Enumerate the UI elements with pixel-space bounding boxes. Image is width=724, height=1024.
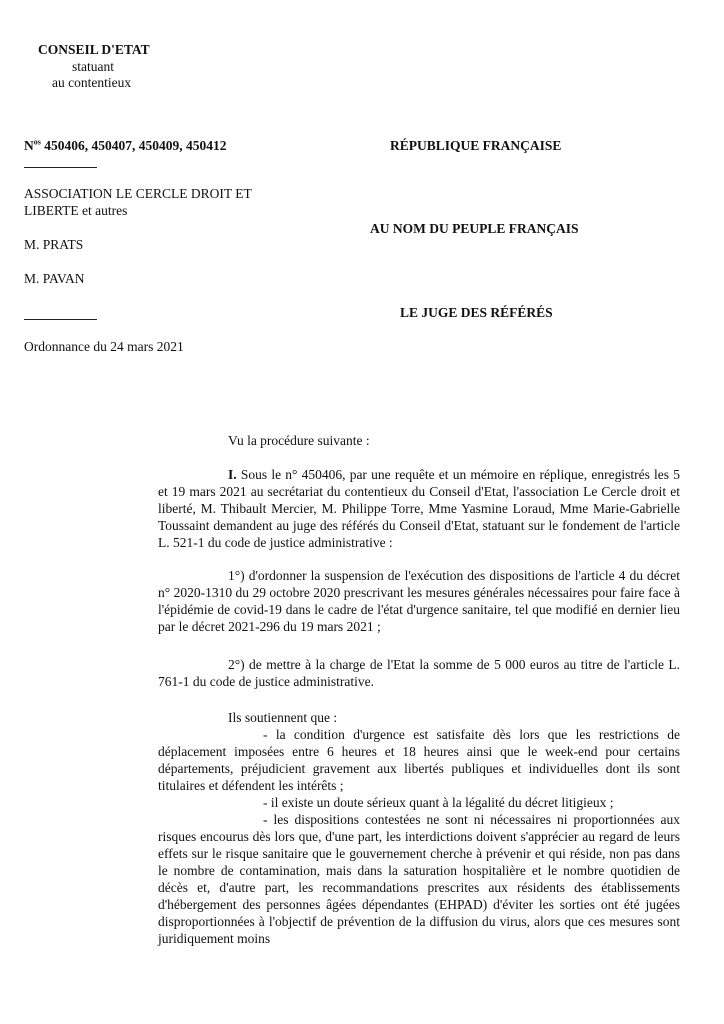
- party-line-1: ASSOCIATION LE CERCLE DROIT ET: [24, 186, 252, 201]
- paragraph-1-text: Sous le n° 450406, par une requête et un mémoire en réplique, enregistrés les 5 et 19 mars 2021 au secrétariat du contentieux du Conseil d'Etat, l'association Le Cercle droit et liberté, M. Thibault Mercier, M. Philippe Torre, Mme Yasmine Loraud, Mme Marie-Gabrielle Toussaint demandent au juge des référés du Conseil d'Etat, statuant sur le fondement de l'article L. 521-1 du code de justice administrative :: [158, 467, 680, 550]
- court-name: CONSEIL D'ETAT: [38, 42, 150, 57]
- vu-procedure: Vu la procédure suivante :: [228, 433, 370, 448]
- paragraph-1: [158, 466, 680, 551]
- case-numbers-prefix: N: [24, 138, 34, 153]
- paragraph-4: Ils soutiennent que :: [228, 710, 338, 725]
- juge-des-referes: LE JUGE DES RÉFÉRÉS: [400, 305, 553, 320]
- ordonnance-date: Ordonnance du 24 mars 2021: [24, 339, 184, 354]
- divider: [24, 167, 97, 168]
- paragraph-5: - la condition d'urgence est satisfaite dès lors que les restrictions de déplacement imposées entre 6 heures et 18 heures ainsi que le week-end pour certains départements, préjudicient gravement aux libertés publiques et individuelles dont ils sont titulaires et défendent les intérêts ;: [158, 727, 680, 793]
- statuant-label: statuant: [72, 59, 114, 74]
- case-numbers-sup: os: [33, 137, 41, 147]
- republique-francaise: RÉPUBLIQUE FRANÇAISE: [390, 138, 562, 153]
- contentieux-label: au contentieux: [52, 75, 132, 90]
- roman-numeral: I.: [228, 467, 237, 482]
- paragraph-3: 2°) de mettre à la charge de l'Etat la somme de 5 000 euros au titre de l'article L. 761-1 du code de justice administrative.: [158, 657, 680, 689]
- case-numbers: [24, 137, 227, 154]
- rapporteur-1: M. PRATS: [24, 237, 84, 252]
- paragraph-7: - les dispositions contestées ne sont ni nécessaires ni proportionnées aux risques encourus dès lors que, d'une part, les interdictions doivent s'apprécier au regard de leurs effets sur le risque sanitaire que le gouvernement cherche à prévenir et qui réside, non pas dans le nombre de contamination, mais dans la saturation hospitalière et le nombre quotidien de décès et, d'autre part, les recommandations prescrites aux résidents des établissements d'hébergement des personnes âgées dépendantes (EHPAD) d'éviter les sorties ont été jugées disproportionnées à l'objectif de prévention de la diffusion du virus, alors que ces mesures sont juridiquement moins: [158, 812, 680, 946]
- au-nom-du-peuple: AU NOM DU PEUPLE FRANÇAIS: [370, 221, 579, 236]
- divider: [24, 319, 97, 320]
- paragraph-2: 1°) d'ordonner la suspension de l'exécution des dispositions de l'article 4 du décret n° 2020-1310 du 29 octobre 2020 prescrivant les mesures générales nécessaires pour faire face à l'épidémie de covid-19 dans le cadre de l'état d'urgence sanitaire, tel que modifié en dernier lieu par le décret 2021-296 du 19 mars 2021 ;: [158, 568, 680, 634]
- rapporteur-2: M. PAVAN: [24, 271, 85, 286]
- party-line-2: LIBERTE et autres: [24, 203, 128, 218]
- case-numbers-list: 450406, 450407, 450409, 450412: [40, 138, 227, 153]
- paragraph-6: - il existe un doute sérieux quant à la légalité du décret litigieux ;: [263, 795, 614, 810]
